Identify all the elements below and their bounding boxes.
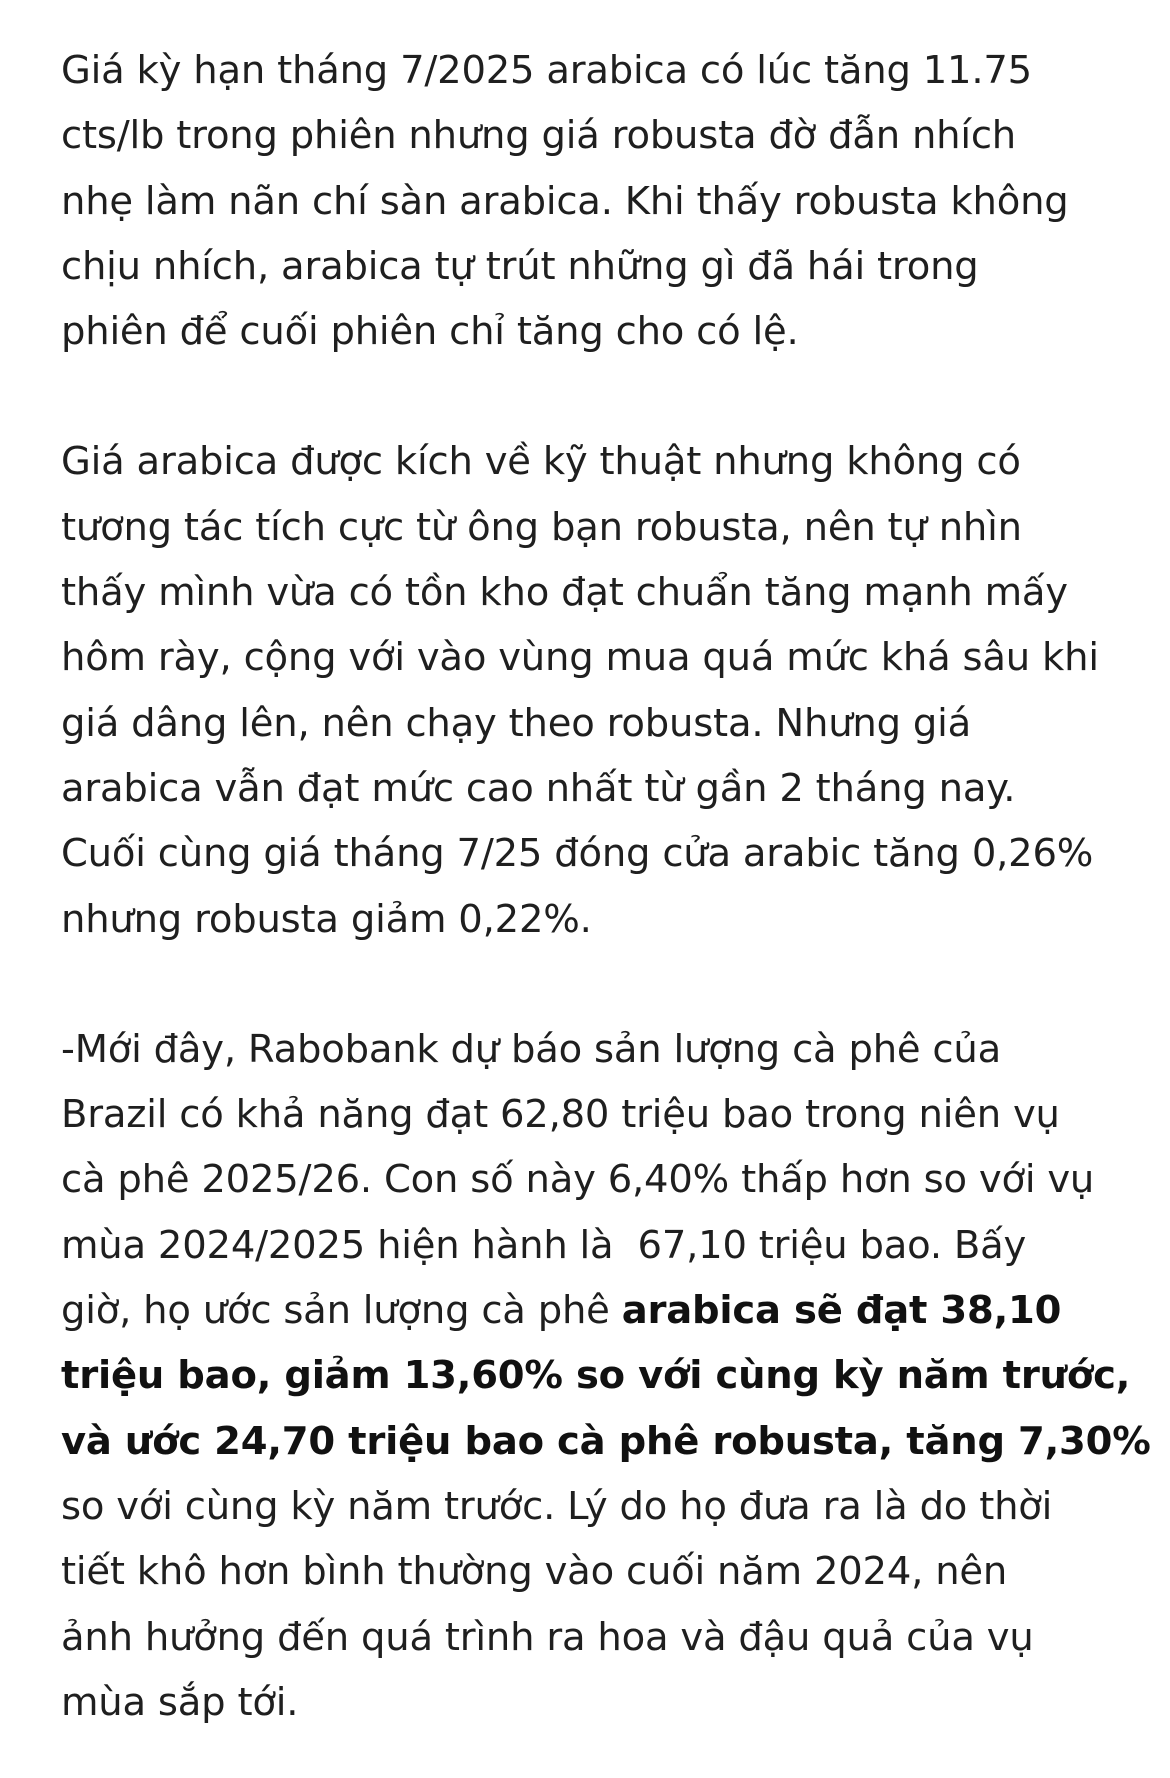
text-line: so với cùng kỳ năm trước. Lý do họ đưa ra là do thời xyxy=(61,1483,1053,1529)
text-line: nhưng robusta giảm 0,22%. xyxy=(61,896,592,942)
text-line: giá dâng lên, nên chạy theo robusta. Nhưng giá xyxy=(61,700,972,746)
text-line: chịu nhích, arabica tự trút những gì đã hái trong xyxy=(61,243,979,289)
text-line: -Mới đây, Rabobank dự báo sản lượng cà phê của xyxy=(61,1026,1001,1072)
text-line: thấy mình vừa có tồn kho đạt chuẩn tăng mạnh mấy xyxy=(61,570,1068,616)
text-line: Giá kỳ hạn tháng 7/2025 arabica có lúc tăng 11.75 xyxy=(61,48,1032,93)
bold-highlight: arabica sẽ đạt 38,10 xyxy=(621,1288,1062,1334)
text-line: Cuối cùng giá tháng 7/25 đóng cửa arabic tăng 0,26% xyxy=(61,831,1094,877)
text-line: cts/lb trong phiên nhưng giá robusta đờ đẫn nhích xyxy=(61,113,1017,159)
text-line: Giá arabica được kích về kỹ thuật nhưng không có xyxy=(61,439,1021,485)
text-line: mùa sắp tới. xyxy=(61,1679,299,1725)
text-line: tiết khô hơn bình thường vào cuối năm 2024, nên xyxy=(61,1549,1008,1595)
text-line: cà phê 2025/26. Con số này 6,40% thấp hơn so với vụ xyxy=(61,1157,1095,1203)
text-line-mixed xyxy=(61,1278,1121,1343)
article-body xyxy=(61,38,1151,1735)
text-segment: giờ, họ ước sản lượng cà phê xyxy=(61,1288,622,1334)
text-line: mùa 2024/2025 hiện hành là 67,10 triệu bao. Bấy xyxy=(61,1222,1027,1268)
paragraph-arabica-technical xyxy=(61,429,1121,951)
paragraph-rabobank-forecast xyxy=(61,1017,1151,1735)
text-line: tương tác tích cực từ ông bạn robusta, nên tự nhìn xyxy=(61,504,1022,550)
bold-highlight-line: và ước 24,70 triệu bao cà phê robusta, tăng 7,30% xyxy=(61,1418,1151,1464)
text-line: hôm rày, cộng với vào vùng mua quá mức khá sâu khi xyxy=(61,635,1099,681)
paragraph-arabica-futures xyxy=(61,38,1121,364)
text-line: arabica vẫn đạt mức cao nhất từ gần 2 tháng nay. xyxy=(61,765,1016,811)
text-line: phiên để cuối phiên chỉ tăng cho có lệ. xyxy=(61,309,799,355)
text-line: Brazil có khả năng đạt 62,80 triệu bao trong niên vụ xyxy=(61,1092,1060,1138)
bold-highlight-line: triệu bao, giảm 13,60% so với cùng kỳ năm trước, xyxy=(61,1353,1131,1399)
text-line: ảnh hưởng đến quá trình ra hoa và đậu quả của vụ xyxy=(61,1614,1034,1660)
text-line: nhẹ làm nãn chí sàn arabica. Khi thấy robusta không xyxy=(61,178,1069,224)
